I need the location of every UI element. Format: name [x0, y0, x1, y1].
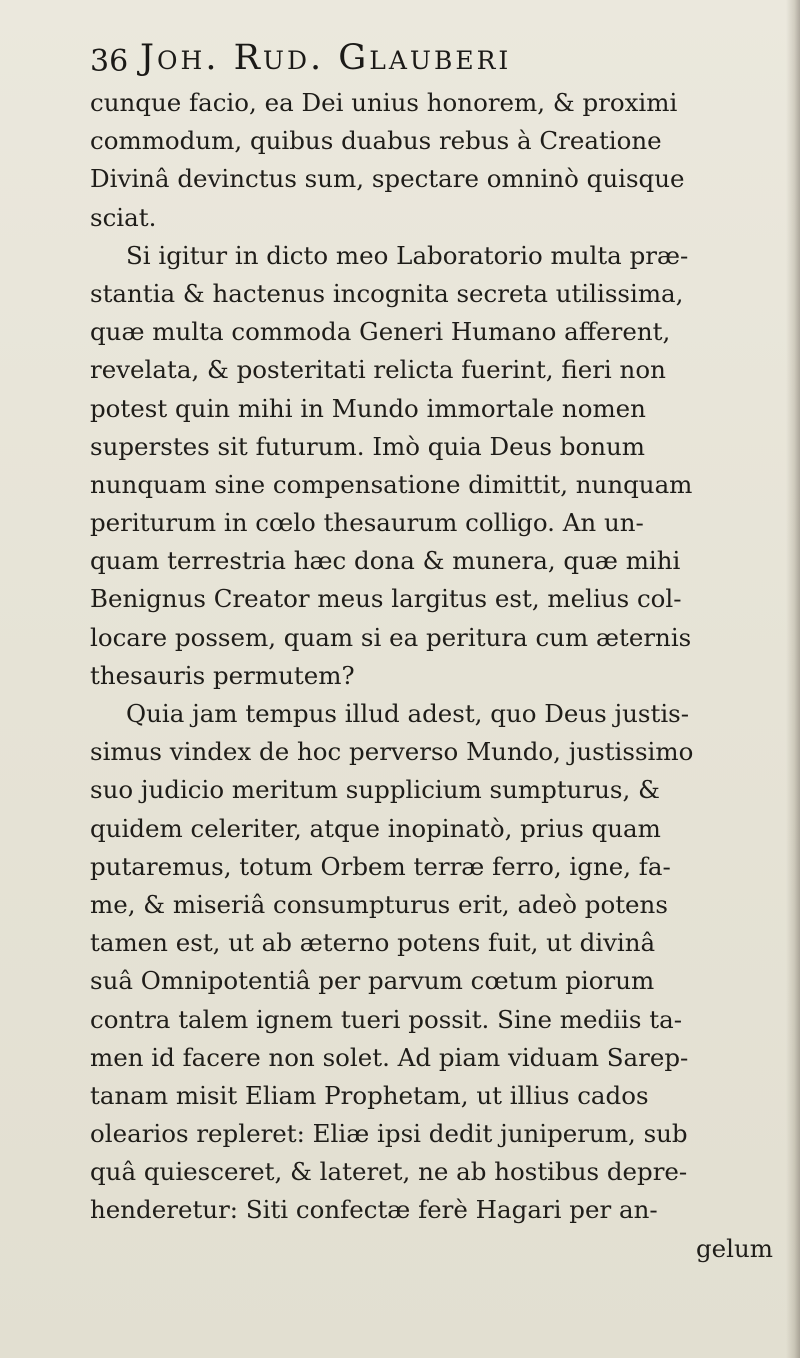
text-line: me, & miseriâ consumpturus erit, adeò potens: [90, 889, 668, 919]
text-line: potest quin mihi in Mundo immortale nomen: [90, 393, 646, 423]
page-header: [90, 38, 730, 88]
text-line: sciat.: [90, 202, 157, 232]
text-line: simus vindex de hoc perverso Mundo, justissimo: [90, 737, 694, 767]
paragraph-first-line: Si igitur in dicto meo Laboratorio multa præ-: [126, 240, 689, 270]
text-line: nunquam sine compensatione dimittit, nunquam: [90, 469, 693, 499]
text-line: suâ Omnipotentiâ per parvum cœtum piorum: [90, 966, 655, 996]
text-line: quâ quiesceret, & lateret, ne ab hostibus depre-: [90, 1157, 688, 1187]
text-line: locare possem, quam si ea peritura cum æternis: [90, 622, 692, 652]
paragraph-first-line: Quia jam tempus illud adest, quo Deus justis-: [126, 699, 690, 728]
text-line: quam terrestria hæc dona & munera, quæ mihi: [90, 546, 681, 576]
page-number: 36: [90, 44, 129, 79]
text-line: commodum, quibus duabus rebus à Creatione: [90, 126, 662, 156]
page-edge-shadow: [786, 0, 800, 1358]
text-line: men id facere non solet. Ad piam viduam Sarep-: [90, 1042, 689, 1072]
body-text: [90, 84, 785, 1268]
text-line: olearios repleret: Eliæ ipsi dedit juniperum, sub: [90, 1119, 688, 1149]
running-head: Joh. Rud. Glauberi: [140, 38, 512, 78]
text-line: Benignus Creator meus largitus est, melius col-: [90, 584, 682, 614]
text-line: Divinâ devinctus sum, spectare omninò quisque: [90, 164, 685, 194]
text-line: revelata, & posteritati relicta fuerint, fieri non: [90, 355, 666, 385]
text-line: quæ multa commoda Generi Humano afferent,: [90, 317, 671, 347]
catchword: gelum: [695, 1233, 773, 1263]
text-line: henderetur: Siti confectæ ferè Hagari per an-: [90, 1195, 658, 1225]
text-line: thesauris permutem?: [90, 660, 355, 690]
text-line: superstes sit futurum. Imò quia Deus bonum: [90, 431, 645, 461]
text-line: stantia & hactenus incognita secreta utilissima,: [90, 278, 684, 308]
text-line: tanam misit Eliam Prophetam, ut illius cados: [90, 1080, 649, 1110]
text-line: quidem celeriter, atque inopinatò, prius quam: [90, 813, 661, 843]
text-line: putaremus, totum Orbem terræ ferro, igne, fa-: [90, 851, 671, 881]
text-line: cunque facio, ea Dei unius honorem, & proximi: [90, 88, 678, 117]
text-line: tamen est, ut ab æterno potens fuit, ut divinâ: [90, 928, 656, 958]
text-line: suo judicio meritum supplicium sumpturus, &: [90, 775, 660, 805]
text-line: contra talem ignem tueri possit. Sine mediis ta-: [90, 1004, 682, 1034]
text-line: periturum in cœlo thesaurum colligo. An un-: [90, 508, 644, 538]
